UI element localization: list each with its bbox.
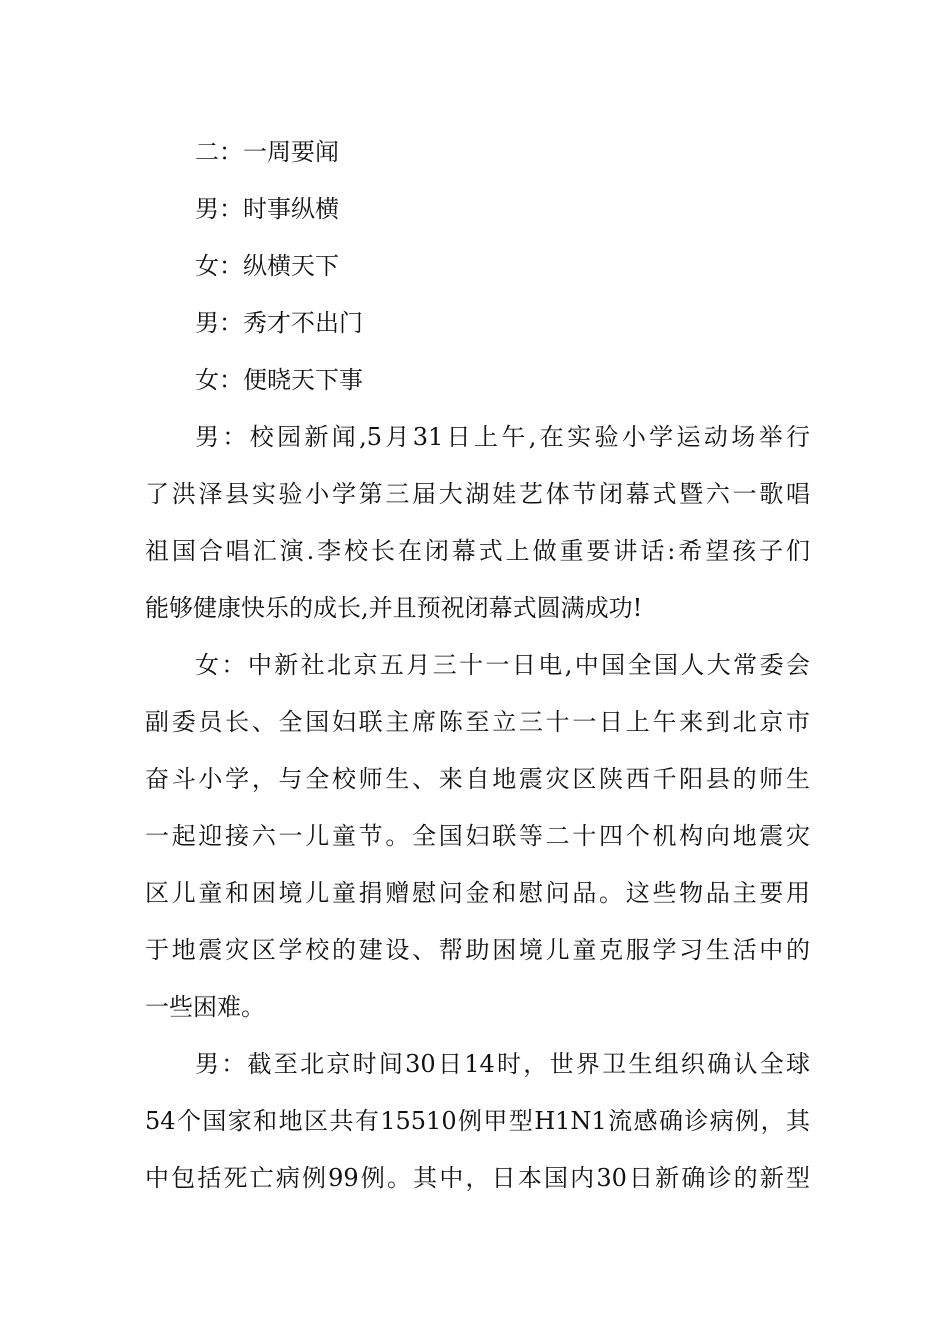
dialogue-line: 女：便晓天下事 — [195, 366, 363, 394]
paragraph-line: 于地震灾区学校的建设、帮助困境儿童克服学习生活中的 — [145, 936, 810, 964]
dialogue-line: 女：纵横天下 — [195, 252, 339, 280]
dialogue-line: 二：一周要闻 — [195, 138, 339, 166]
paragraph-line: 男：校园新闻,5月31日上午,在实验小学运动场举行 — [195, 423, 810, 451]
paragraph-line: 奋斗小学，与全校师生、来自地震灾区陕西千阳县的师生 — [145, 765, 810, 793]
paragraph-line: 能够健康快乐的成长,并且预祝闭幕式圆满成功! — [145, 594, 643, 622]
paragraph-line: 区儿童和困境儿童捐赠慰问金和慰问品。这些物品主要用 — [145, 879, 810, 907]
paragraph-line: 男：截至北京时间30日14时，世界卫生组织确认全球 — [195, 1050, 810, 1078]
paragraph-line: 中包括死亡病例99例。其中，日本国内30日新确诊的新型 — [145, 1164, 810, 1192]
paragraph-line: 副委员长、全国妇联主席陈至立三十一日上午来到北京市 — [145, 708, 810, 736]
paragraph-line: 一起迎接六一儿童节。全国妇联等二十四个机构向地震灾 — [145, 822, 810, 850]
paragraph-line: 一些困难。 — [145, 993, 265, 1021]
paragraph-line: 54个国家和地区共有15510例甲型H1N1流感确诊病例，其 — [145, 1107, 810, 1135]
paragraph-line: 祖国合唱汇演.李校长在闭幕式上做重要讲话:希望孩子们 — [145, 537, 810, 565]
paragraph-line: 女：中新社北京五月三十一日电,中国全国人大常委会 — [195, 651, 810, 679]
dialogue-line: 男：秀才不出门 — [195, 309, 363, 337]
paragraph-line: 了洪泽县实验小学第三届大湖娃艺体节闭幕式暨六一歌唱 — [145, 480, 810, 508]
dialogue-line: 男：时事纵横 — [195, 195, 339, 223]
